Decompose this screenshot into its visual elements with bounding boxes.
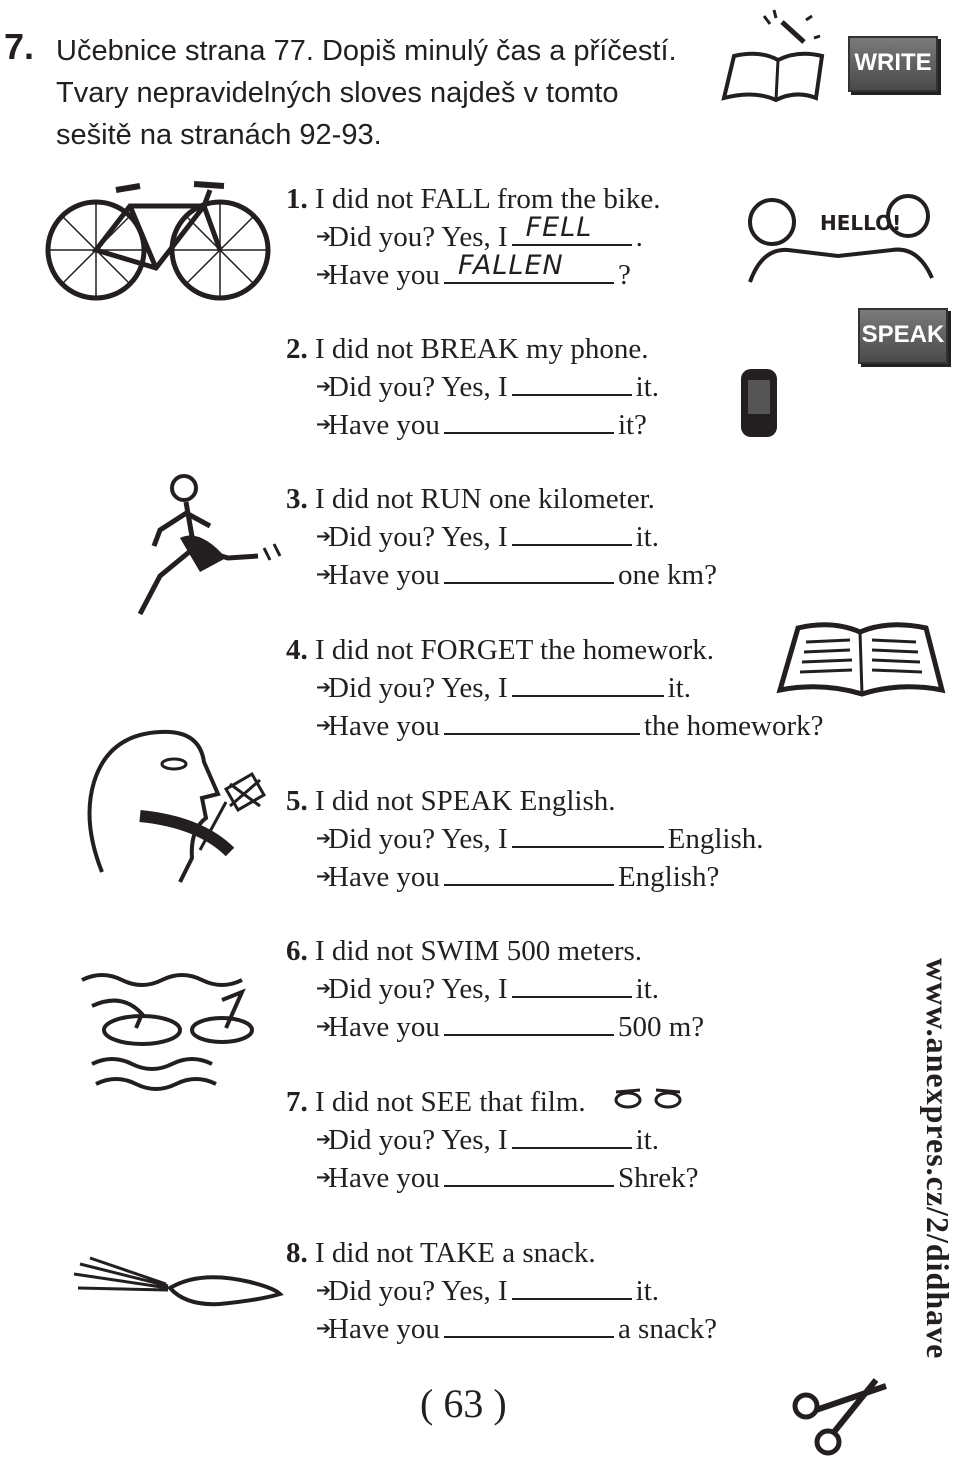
instructions [56,30,677,156]
arrow-icon: ➔ [316,1129,332,1150]
exercise-index: 1. [286,183,308,215]
page-number: ( 63 ) [420,1381,507,1426]
sentence-text: I did not RUN one kilometer. [315,483,655,515]
write-badge: WRITE [848,36,938,92]
have-suffix: one km? [617,559,717,591]
exercise-index: 8. [286,1237,308,1269]
exercise-sentence [286,1234,717,1272]
exercise-index: 3. [286,483,308,515]
past-tense-blank[interactable] [512,518,632,546]
have-line [286,250,661,294]
did-suffix: it. [635,973,660,1005]
exercise-sentence [286,1083,698,1121]
participle-blank[interactable] [444,406,614,434]
past-tense-answer: FELL [525,212,593,243]
arrow-icon: ➔ [316,564,332,585]
did-suffix: . [635,221,643,253]
arrow-icon: ➔ [316,1280,332,1301]
past-tense-blank[interactable] [512,1121,632,1149]
have-line [286,556,717,594]
exercise-item [286,480,717,594]
have-prefix: Have you [328,861,440,893]
have-prefix: Have you [328,259,440,291]
did-line [286,368,659,406]
exercise-sentence [286,330,659,368]
exercise-index: 7. [286,1086,308,1118]
speech-bubble-text: HELLO! [820,211,902,235]
have-line [286,1310,717,1348]
did-prefix: Did you? Yes, I [328,1275,508,1307]
sentence-text: I did not FALL from the bike. [315,183,661,215]
have-suffix: ? [617,259,631,291]
have-suffix: the homework? [643,710,824,742]
exercise-sentence [286,180,661,218]
did-suffix: it. [635,1124,660,1156]
did-line [286,820,764,858]
exercise-item [286,1083,698,1197]
exercise-item [286,782,764,896]
past-tense-blank[interactable] [512,970,632,998]
exercise-item [286,330,659,444]
have-prefix: Have you [328,559,440,591]
exercise-sentence [286,480,717,518]
did-prefix: Did you? Yes, I [328,823,508,855]
phone-icon [738,366,782,442]
did-suffix: it. [635,521,660,553]
participle-blank[interactable] [444,556,614,584]
sentence-text: I did not SPEAK English. [315,785,616,817]
did-prefix: Did you? Yes, I [328,521,508,553]
sentence-text: I did not FORGET the homework. [315,634,714,666]
did-suffix: it. [667,672,692,704]
have-prefix: Have you [328,1313,440,1345]
arrow-icon: ➔ [316,677,332,698]
did-line [286,1121,698,1159]
exercise-index: 5. [286,785,308,817]
exercise-sentence [286,631,824,669]
did-line [286,970,704,1008]
arrow-icon: ➔ [316,1016,332,1037]
sentence-text: I did not BREAK my phone. [315,333,649,365]
instruction-line: sešitě na stranách 92-93. [56,119,382,151]
past-tense-blank[interactable] [512,820,664,848]
english-head-icon [80,722,280,882]
instruction-line: Učebnice strana 77. Dopiš minulý čas a příčestí. [56,35,677,67]
exercise-item [286,180,661,294]
sentence-text: I did not SWIM 500 meters. [315,935,643,967]
have-line [286,858,764,896]
did-prefix: Did you? Yes, I [328,221,508,253]
participle-blank[interactable] [444,250,614,284]
participle-answer: FALLEN [457,250,564,281]
did-suffix: it. [635,371,660,403]
website-url-text: www.anexpres.cz/2/didhave [920,958,956,1360]
arrow-icon: ➔ [316,1167,332,1188]
exercise-item [286,1234,717,1348]
participle-blank[interactable] [444,1159,614,1187]
arrow-icon: ➔ [316,828,332,849]
hello-people-icon [742,186,942,286]
have-line [286,1008,704,1046]
have-line [286,406,659,444]
exercise-index: 4. [286,634,308,666]
arrow-icon: ➔ [316,526,332,547]
exercise-number: 7. [4,26,35,67]
arrow-icon: ➔ [316,414,332,435]
arrow-icon: ➔ [316,978,332,999]
have-suffix: it? [617,409,647,441]
website-url[interactable] [912,958,956,1428]
past-tense-blank[interactable] [512,669,664,697]
arrow-icon: ➔ [316,376,332,397]
sentence-text: I did not TAKE a snack. [315,1237,596,1269]
did-line [286,1272,717,1310]
did-prefix: Did you? Yes, I [328,672,508,704]
did-suffix: it. [635,1275,660,1307]
have-suffix: Shrek? [617,1162,699,1194]
exercise-item [286,631,824,745]
past-tense-blank[interactable] [512,1272,632,1300]
exercise-sentence [286,932,704,970]
did-suffix: English. [667,823,764,855]
exercise-index: 2. [286,333,308,365]
have-prefix: Have you [328,710,440,742]
have-line [286,707,824,745]
have-suffix: English? [617,861,720,893]
runner-icon [130,468,300,618]
scissors-icon [790,1380,890,1456]
exercise-item [286,932,704,1046]
have-prefix: Have you [328,409,440,441]
bicycle-icon [44,176,274,306]
exercise-index: 6. [286,935,308,967]
participle-blank[interactable] [444,1310,614,1338]
did-prefix: Did you? Yes, I [328,973,508,1005]
writing-book-icon [720,6,830,106]
did-prefix: Did you? Yes, I [328,371,508,403]
did-line [286,669,824,707]
participle-blank[interactable] [444,858,614,886]
arrow-icon: ➔ [316,1318,332,1339]
carrot-icon [70,1254,280,1324]
instruction-line: Tvary nepravidelných sloves najdeš v tomto [56,77,619,109]
past-tense-blank[interactable] [512,212,632,246]
past-tense-blank[interactable] [512,368,632,396]
exercise-sentence [286,782,764,820]
did-line [286,518,717,556]
arrow-icon: ➔ [316,264,332,285]
arrow-icon: ➔ [316,226,332,247]
have-prefix: Have you [328,1011,440,1043]
have-suffix: a snack? [617,1313,717,1345]
participle-blank[interactable] [444,1008,614,1036]
speak-badge: SPEAK [858,308,948,364]
arrow-icon: ➔ [316,866,332,887]
sentence-text: I did not SEE that film. [315,1086,586,1118]
have-line [286,1159,698,1197]
did-prefix: Did you? Yes, I [328,1124,508,1156]
arrow-icon: ➔ [316,715,332,736]
have-suffix: 500 m? [617,1011,705,1043]
participle-blank[interactable] [444,707,640,735]
swimmer-icon [72,944,272,1094]
have-prefix: Have you [328,1162,440,1194]
